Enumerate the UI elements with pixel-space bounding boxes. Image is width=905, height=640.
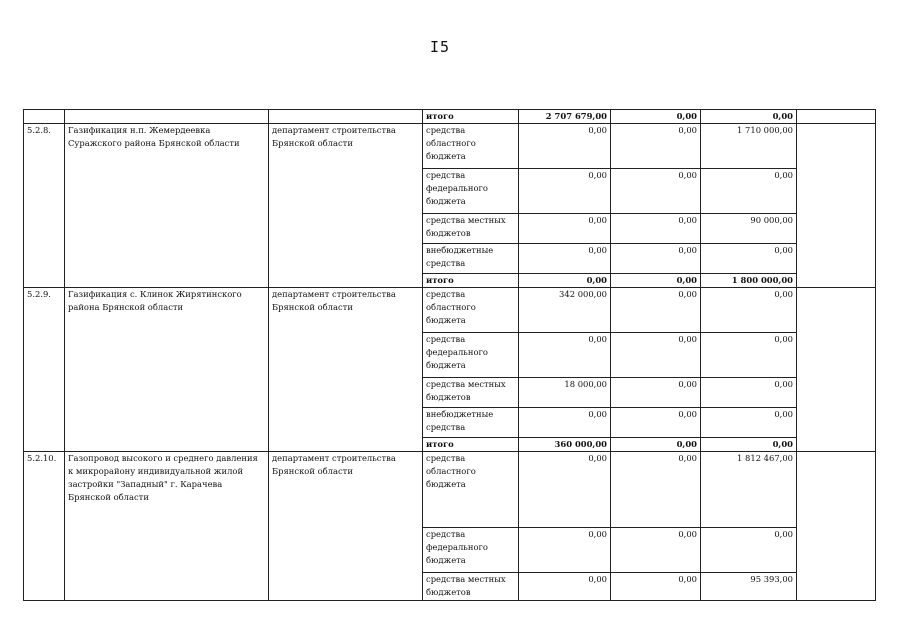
value-cell: 0,00 — [701, 528, 797, 573]
value-cell: 0,00 — [611, 244, 701, 274]
value-cell: 0,00 — [701, 438, 797, 452]
value-cell: 0,00 — [519, 169, 611, 214]
table-row — [24, 452, 876, 528]
value-cell: 342 000,00 — [519, 288, 611, 333]
value-cell: 0,00 — [611, 274, 701, 288]
value-cell: 0,00 — [519, 244, 611, 274]
value-cell: 0,00 — [611, 438, 701, 452]
value-cell: 1 812 467,00 — [701, 452, 797, 528]
executor-cell — [269, 110, 423, 124]
item-executor: департамент строительства Брянской области — [269, 124, 423, 288]
value-cell: 0,00 — [701, 378, 797, 408]
value-cell: 1 710 000,00 — [701, 124, 797, 169]
source-label: итого — [423, 110, 519, 124]
value-cell: 0,00 — [611, 124, 701, 169]
table-row — [24, 124, 876, 169]
value-cell: 0,00 — [611, 452, 701, 528]
value-cell: 0,00 — [611, 169, 701, 214]
value-cell: 0,00 — [611, 528, 701, 573]
source-label: внебюджетные средства — [423, 408, 519, 438]
empty-cell — [797, 124, 876, 288]
value-cell: 18 000,00 — [519, 378, 611, 408]
value-cell: 0,00 — [519, 124, 611, 169]
value-cell: 2 707 679,00 — [519, 110, 611, 124]
value-cell: 0,00 — [519, 528, 611, 573]
empty-cell — [797, 452, 876, 601]
item-code: 5.2.10. — [24, 452, 65, 601]
value-cell: 95 393,00 — [701, 573, 797, 601]
source-label: итого — [423, 274, 519, 288]
value-cell: 0,00 — [611, 378, 701, 408]
value-cell: 0,00 — [701, 244, 797, 274]
item-name: Газификация н.п. Жемердеевка Суражского района Брянской области — [65, 124, 269, 288]
item-executor: департамент строительства Брянской области — [269, 288, 423, 452]
value-cell: 0,00 — [519, 573, 611, 601]
value-cell: 0,00 — [701, 408, 797, 438]
value-cell: 1 800 000,00 — [701, 274, 797, 288]
value-cell: 0,00 — [701, 288, 797, 333]
item-executor: департамент строительства Брянской области — [269, 452, 423, 601]
value-cell: 0,00 — [701, 333, 797, 378]
source-label: внебюджетные средства — [423, 244, 519, 274]
value-cell: 0,00 — [611, 333, 701, 378]
value-cell: 90 000,00 — [701, 214, 797, 244]
value-cell: 0,00 — [611, 573, 701, 601]
page-number: I5 — [430, 38, 451, 56]
value-cell: 0,00 — [519, 408, 611, 438]
value-cell: 0,00 — [701, 169, 797, 214]
source-label: средства федерального бюджета — [423, 528, 519, 573]
value-cell: 0,00 — [611, 214, 701, 244]
budget-table — [23, 109, 876, 601]
value-cell: 0,00 — [611, 110, 701, 124]
item-name: Газификация с. Клинок Жирятинского района Брянской области — [65, 288, 269, 452]
value-cell: 360 000,00 — [519, 438, 611, 452]
source-label: средства федерального бюджета — [423, 169, 519, 214]
source-label: средства местных бюджетов — [423, 573, 519, 601]
source-label: средства областного бюджета — [423, 288, 519, 333]
value-cell: 0,00 — [519, 333, 611, 378]
value-cell: 0,00 — [519, 452, 611, 528]
source-label: средства федерального бюджета — [423, 333, 519, 378]
value-cell: 0,00 — [611, 408, 701, 438]
table-row — [24, 110, 876, 124]
empty-cell — [797, 288, 876, 452]
value-cell: 0,00 — [701, 110, 797, 124]
value-cell: 0,00 — [519, 274, 611, 288]
source-label: средства местных бюджетов — [423, 378, 519, 408]
source-label: средства областного бюджета — [423, 452, 519, 528]
value-cell: 0,00 — [519, 214, 611, 244]
item-code: 5.2.8. — [24, 124, 65, 288]
source-label: средства областного бюджета — [423, 124, 519, 169]
item-name: Газопровод высокого и среднего давления к микрорайону индивидуальной жилой застройки "Западный" г. Карачева Брянской области — [65, 452, 269, 601]
table-row — [24, 288, 876, 333]
source-label: средства местных бюджетов — [423, 214, 519, 244]
name-cell — [65, 110, 269, 124]
item-code: 5.2.9. — [24, 288, 65, 452]
value-cell: 0,00 — [611, 288, 701, 333]
empty-cell — [797, 110, 876, 124]
source-label: итого — [423, 438, 519, 452]
code-cell — [24, 110, 65, 124]
